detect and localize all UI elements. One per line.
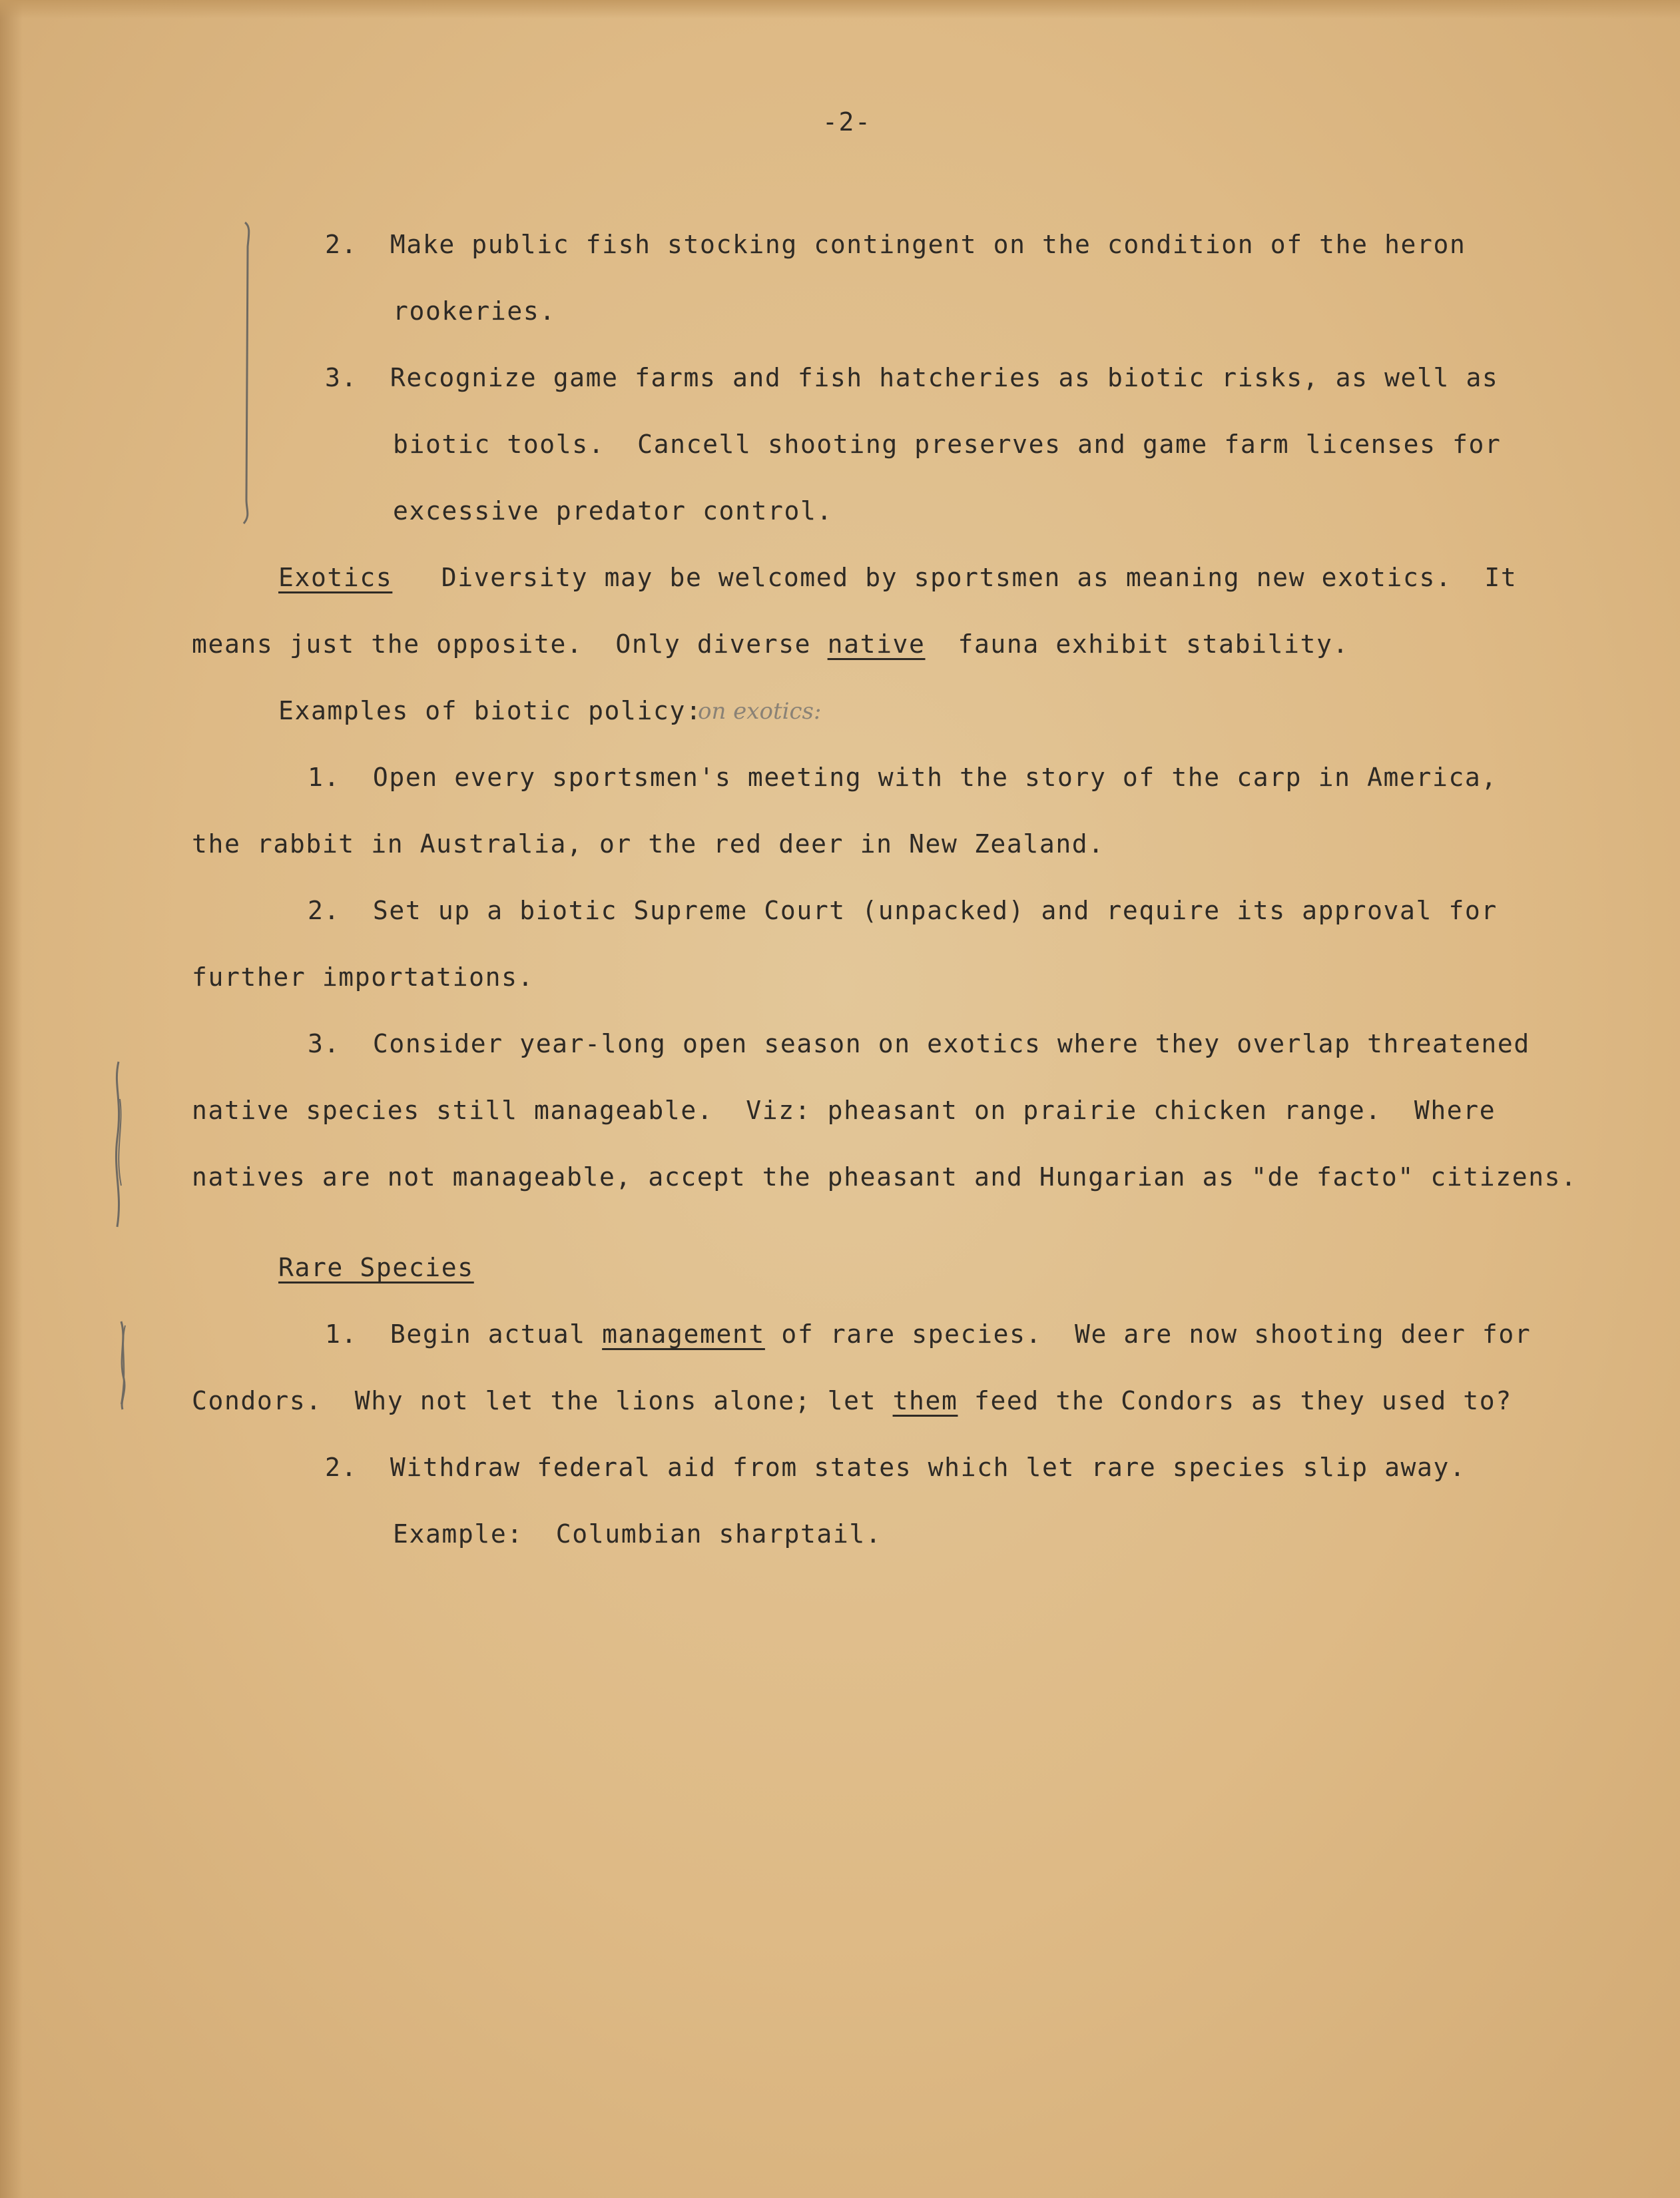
exotics-item-3-line-2: native species still manageable. Viz: pheasant on prairie chicken range. Where [192,1096,1496,1125]
management-underlined: management [602,1319,765,1349]
paper-edge-shadow-top [0,0,1680,19]
item-3-line-1: 3. Recognize game farms and fish hatcheries as biotic risks, as well as [325,363,1499,392]
rare-item-1-line-2-text-a: Condors. Why not let the lions alone; let [192,1386,893,1415]
exotics-heading: Exotics [278,563,393,592]
policy-label-text: Examples of biotic policy: [278,696,702,725]
them-underlined: them [892,1386,958,1415]
fauna-text: fauna [925,629,1039,659]
exotics-item-1-line-2: the rabbit in Australia, or the red deer in New Zealand. [192,829,1105,859]
page-number: -2- [822,107,872,137]
rare-species-heading-line [278,1252,474,1283]
paper-edge-shadow-left [0,0,23,2198]
item-2-line-2: rookeries. [393,296,556,326]
rare-item-2-line-1: 2. Withdraw federal aid from states which let rare species slip away. [325,1453,1466,1482]
exotics-item-2-line-1: 2. Set up a biotic Supreme Court (unpacked) and require its approval for [308,896,1498,925]
policy-label [278,695,702,726]
margin-pencil-mark-exotics [105,1059,132,1232]
exotics-paragraph-line-2 [192,629,1349,659]
exotics-item-2-line-2: further importations. [192,962,535,992]
exotics-item-1-line-1: 1. Open every sportsmen's meeting with the story of the carp in America, [308,763,1498,792]
rare-item-1-line-2-text-b: feed the Condors as they used to? [958,1386,1512,1415]
rare-item-1-text-a: 1. Begin actual [325,1319,603,1349]
handwritten-on-exotics: on exotics: [698,698,822,725]
item-3-line-2: biotic tools. Cancell shooting preserves and game farm licenses for [393,430,1502,459]
exotics-intro-text: Diversity may be welcomed by sportsmen as meaning new exotics. It [392,563,1518,592]
margin-bracket-mark [233,220,260,526]
rare-item-1-line-1 [325,1319,1531,1349]
item-3-line-3: excessive predator control. [393,496,833,526]
rare-item-2-line-2: Example: Columbian sharptail. [393,1519,882,1549]
rare-item-1-line-2 [192,1385,1512,1416]
rare-item-1-text-b: of rare species. We are now shooting deer for [764,1319,1532,1349]
exotics-item-3-line-1: 3. Consider year-long open season on exotics where they overlap threatened [308,1029,1530,1058]
margin-pencil-mark-rare [113,1319,133,1412]
item-2-line-1: 2. Make public fish stocking contingent on the condition of the heron [325,230,1466,259]
native-underlined: native [827,629,926,659]
exotics-line-2-text: means just the opposite. Only diverse [192,629,828,659]
exotics-item-3-line-3: natives are not manageable, accept the pheasant and Hungarian as "de facto" citizens. [192,1162,1577,1192]
rare-species-heading: Rare Species [278,1253,474,1282]
exhibit-stability-text: exhibit stability. [1039,629,1349,659]
exotics-paragraph-line-1 [278,562,1517,593]
